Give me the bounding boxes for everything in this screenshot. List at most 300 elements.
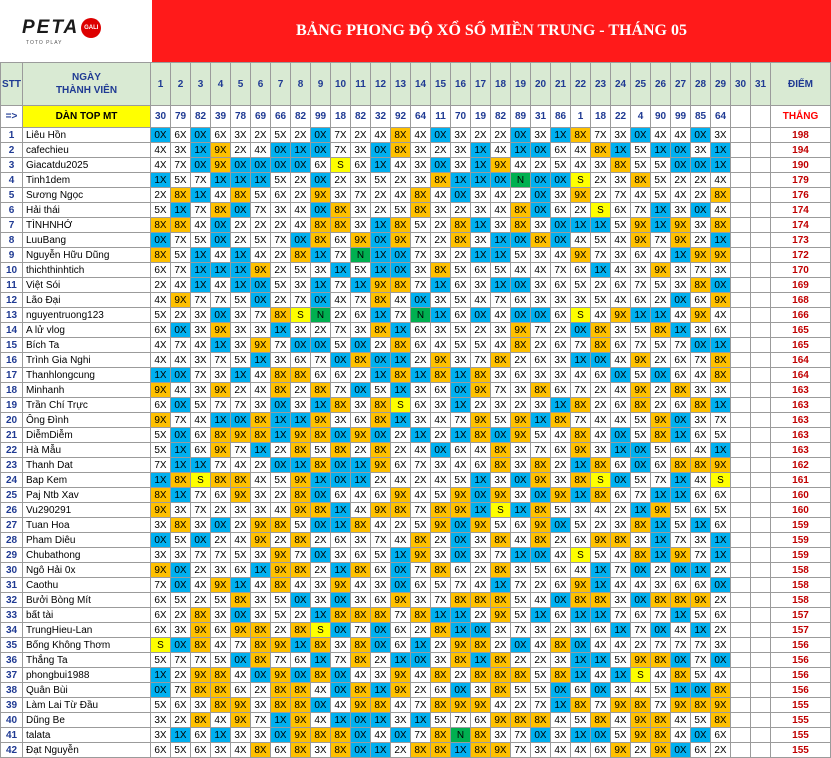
result-cell: 6X xyxy=(571,263,591,278)
column-header-day: 24 xyxy=(611,63,631,106)
result-cell: 8X xyxy=(491,443,511,458)
result-cell: 3X xyxy=(251,323,271,338)
result-cell: 7X xyxy=(171,263,191,278)
result-cell: 1X xyxy=(651,533,671,548)
result-cell: 8X xyxy=(211,698,231,713)
result-cell: 3X xyxy=(311,743,331,758)
member-points: 158 xyxy=(771,563,831,578)
result-cell: 2X xyxy=(491,638,511,653)
result-cell: 3X xyxy=(231,503,251,518)
top-number: 69 xyxy=(251,106,271,128)
result-cell: 6X xyxy=(311,368,331,383)
result-cell: 0X xyxy=(671,143,691,158)
top-number: 82 xyxy=(491,106,511,128)
result-cell: 4X xyxy=(411,488,431,503)
table-row xyxy=(1,158,831,173)
result-cell: 1X xyxy=(471,143,491,158)
result-cell: 2X xyxy=(311,563,331,578)
result-cell: 6X xyxy=(451,278,471,293)
result-cell: 0X xyxy=(171,578,191,593)
result-cell: 0X xyxy=(211,218,231,233)
result-cell: 4X xyxy=(691,473,711,488)
result-cell: 3X xyxy=(191,323,211,338)
result-cell: 9X xyxy=(671,548,691,563)
result-cell: 2X xyxy=(591,398,611,413)
column-header-day: 25 xyxy=(631,63,651,106)
top-number: 32 xyxy=(371,106,391,128)
result-cell: 6X xyxy=(411,338,431,353)
row-number: 20 xyxy=(1,413,23,428)
result-cell: 8X xyxy=(411,743,431,758)
result-cell: 8X xyxy=(531,383,551,398)
result-cell: 3X xyxy=(631,263,651,278)
member-name: Giacatdu2025 xyxy=(23,158,151,173)
row-number: 22 xyxy=(1,443,23,458)
result-cell: 2X xyxy=(651,563,671,578)
result-cell: 1X xyxy=(191,458,211,473)
result-cell: 1X xyxy=(391,653,411,668)
result-cell: 2X xyxy=(291,188,311,203)
result-cell: 8X xyxy=(391,338,411,353)
result-cell: 0X xyxy=(591,683,611,698)
result-cell: 0X xyxy=(311,173,331,188)
result-cell: 9X xyxy=(231,488,251,503)
result-cell: 7X xyxy=(231,443,251,458)
result-cell xyxy=(731,668,751,683)
result-cell: 7X xyxy=(191,203,211,218)
result-cell xyxy=(731,368,751,383)
result-cell: 6X xyxy=(351,413,371,428)
result-cell: 3X xyxy=(691,413,711,428)
result-cell: 6X xyxy=(631,248,651,263)
result-cell: 3X xyxy=(511,563,531,578)
result-cell: 1X xyxy=(371,713,391,728)
result-cell: 9X xyxy=(691,308,711,323)
table-row xyxy=(1,368,831,383)
column-header-day: 5 xyxy=(231,63,251,106)
result-cell: 3X xyxy=(351,533,371,548)
result-cell: 2X xyxy=(271,218,291,233)
result-cell: 1X xyxy=(651,143,671,158)
result-cell xyxy=(751,383,771,398)
result-cell: 4X xyxy=(431,338,451,353)
result-cell: 1X xyxy=(471,248,491,263)
result-cell: 0X xyxy=(691,128,711,143)
header-row xyxy=(1,63,831,106)
top-number: 18 xyxy=(331,106,351,128)
result-cell: 6X xyxy=(451,308,471,323)
result-cell: 2X xyxy=(251,683,271,698)
result-cell: 0X xyxy=(311,698,331,713)
row-number: 14 xyxy=(1,323,23,338)
result-cell: 4X xyxy=(371,518,391,533)
result-cell: 7X xyxy=(651,608,671,623)
result-cell xyxy=(731,248,751,263)
result-cell: 0X xyxy=(391,563,411,578)
result-cell: 1X xyxy=(211,413,231,428)
result-cell: 4X xyxy=(191,338,211,353)
member-name: Hải thái xyxy=(23,203,151,218)
result-cell: 3X xyxy=(551,728,571,743)
result-cell: 5X xyxy=(331,338,351,353)
column-header-day: 18 xyxy=(491,63,511,106)
result-cell: 5X xyxy=(511,608,531,623)
result-cell: 9X xyxy=(151,503,171,518)
result-cell: 5X xyxy=(451,323,471,338)
result-cell: 3X xyxy=(151,728,171,743)
result-cell: 4X xyxy=(551,248,571,263)
member-points: 156 xyxy=(771,683,831,698)
result-cell: 8X xyxy=(571,593,591,608)
member-name: LuuBang xyxy=(23,233,151,248)
result-cell: 7X xyxy=(411,698,431,713)
result-cell: 4X xyxy=(231,668,251,683)
result-cell: 6X xyxy=(271,188,291,203)
result-cell xyxy=(751,473,771,488)
result-cell: 0X xyxy=(371,623,391,638)
result-cell: 5X xyxy=(251,233,271,248)
result-cell: 6X xyxy=(231,683,251,698)
row-number: 42 xyxy=(1,743,23,758)
result-cell: 0X xyxy=(351,728,371,743)
result-cell: 8X xyxy=(571,398,591,413)
result-cell: 8X xyxy=(411,203,431,218)
result-cell: 0X xyxy=(631,443,651,458)
result-cell: 2X xyxy=(471,563,491,578)
result-cell: 3X xyxy=(491,368,511,383)
result-cell: 1X xyxy=(471,158,491,173)
result-cell: 3X xyxy=(551,353,571,368)
result-cell: 3X xyxy=(551,188,571,203)
result-cell: 0X xyxy=(651,623,671,638)
top-number xyxy=(751,106,771,128)
result-cell: 1X xyxy=(451,398,471,413)
result-cell: 4X xyxy=(571,233,591,248)
result-cell: 3X xyxy=(511,488,531,503)
result-cell: 8X xyxy=(631,518,651,533)
result-cell xyxy=(751,203,771,218)
result-cell: 1X xyxy=(651,203,671,218)
result-cell: 7X xyxy=(531,698,551,713)
result-cell: 8X xyxy=(431,263,451,278)
result-cell: 2X xyxy=(171,668,191,683)
result-cell: 0X xyxy=(251,158,271,173)
result-cell: 3X xyxy=(431,248,451,263)
column-header-member: NGÀY THÀNH VIÊN xyxy=(23,63,151,106)
result-cell: 5X xyxy=(471,338,491,353)
result-cell: 3X xyxy=(491,473,511,488)
column-header-day: 9 xyxy=(311,63,331,106)
result-cell: 6X xyxy=(331,488,351,503)
result-cell: 4X xyxy=(491,143,511,158)
result-cell: 3X xyxy=(151,548,171,563)
result-cell: 0X xyxy=(231,653,251,668)
result-cell: 8X xyxy=(271,698,291,713)
result-cell: 5X xyxy=(631,323,651,338)
top-number: 82 xyxy=(191,106,211,128)
result-cell: 6X xyxy=(211,128,231,143)
result-cell: 7X xyxy=(211,548,231,563)
result-cell: 0X xyxy=(391,263,411,278)
table-row xyxy=(1,563,831,578)
result-cell: 8X xyxy=(431,368,451,383)
result-cell: 7X xyxy=(211,353,231,368)
result-cell: 9X xyxy=(631,218,651,233)
result-cell: 5X xyxy=(271,608,291,623)
table-row xyxy=(1,413,831,428)
result-cell: 8X xyxy=(291,368,311,383)
result-cell: 9X xyxy=(631,383,651,398)
result-cell: 1X xyxy=(311,608,331,623)
result-cell: 8X xyxy=(471,428,491,443)
result-cell: 9X xyxy=(211,323,231,338)
result-cell: 3X xyxy=(711,638,731,653)
result-cell: 1X xyxy=(171,458,191,473)
result-cell: 8X xyxy=(591,338,611,353)
result-cell: 3X xyxy=(411,383,431,398)
result-cell: 5X xyxy=(651,173,671,188)
result-cell: 9X xyxy=(251,518,271,533)
result-cell: 9X xyxy=(391,668,411,683)
result-cell: 9X xyxy=(371,503,391,518)
result-cell: 9X xyxy=(511,413,531,428)
result-cell: 4X xyxy=(431,413,451,428)
result-cell: 4X xyxy=(611,383,631,398)
result-cell: 8X xyxy=(491,683,511,698)
result-cell: 5X xyxy=(491,518,511,533)
result-cell: 8X xyxy=(311,668,331,683)
member-points: 198 xyxy=(771,128,831,143)
result-cell: 6X xyxy=(431,683,451,698)
result-cell: 1X xyxy=(471,653,491,668)
result-cell: 0X xyxy=(531,143,551,158)
result-cell: 1X xyxy=(611,668,631,683)
result-cell: 8X xyxy=(451,233,471,248)
result-cell: 8X xyxy=(171,218,191,233)
result-cell: 4X xyxy=(591,503,611,518)
result-cell: 7X xyxy=(691,263,711,278)
result-cell: 3X xyxy=(211,743,231,758)
result-cell: 3X xyxy=(171,623,191,638)
result-cell: 1X xyxy=(571,353,591,368)
result-cell: 1X xyxy=(451,428,471,443)
result-cell xyxy=(751,338,771,353)
result-cell: 8X xyxy=(351,653,371,668)
result-cell: 1X xyxy=(191,248,211,263)
result-cell: 8X xyxy=(391,128,411,143)
result-cell: 3X xyxy=(611,323,631,338)
result-cell: 5X xyxy=(591,233,611,248)
result-cell: 4X xyxy=(391,293,411,308)
result-cell: 7X xyxy=(331,383,351,398)
result-cell: 1X xyxy=(291,413,311,428)
result-cell: 3X xyxy=(371,578,391,593)
result-cell: 1X xyxy=(491,248,511,263)
result-cell: 7X xyxy=(671,338,691,353)
result-cell: 0X xyxy=(451,683,471,698)
result-cell: 9X xyxy=(471,413,491,428)
result-cell: 9X xyxy=(451,638,471,653)
result-cell: 9X xyxy=(491,608,511,623)
result-cell: 6X xyxy=(551,338,571,353)
member-name: Lão Đại xyxy=(23,293,151,308)
result-cell: 8X xyxy=(511,713,531,728)
result-cell: 0X xyxy=(351,383,371,398)
result-cell: 3X xyxy=(251,698,271,713)
result-cell: 6X xyxy=(171,128,191,143)
member-points: 172 xyxy=(771,248,831,263)
result-cell: 5X xyxy=(411,518,431,533)
result-cell: 3X xyxy=(251,593,271,608)
result-cell: 8X xyxy=(451,653,471,668)
result-cell: 9X xyxy=(411,548,431,563)
result-cell: 2X xyxy=(211,503,231,518)
result-cell: 7X xyxy=(411,563,431,578)
result-cell: 2X xyxy=(311,323,331,338)
result-cell: 7X xyxy=(391,308,411,323)
result-cell: 4X xyxy=(331,293,351,308)
result-cell: 7X xyxy=(191,368,211,383)
member-points: 156 xyxy=(771,668,831,683)
result-cell: 6X xyxy=(151,608,171,623)
result-cell xyxy=(751,578,771,593)
result-cell: 3X xyxy=(411,593,431,608)
result-cell: 4X xyxy=(671,128,691,143)
result-cell: 3X xyxy=(431,323,451,338)
result-cell: 2X xyxy=(211,533,231,548)
result-cell: 0X xyxy=(551,683,571,698)
result-cell: S xyxy=(571,173,591,188)
result-cell: 0X xyxy=(531,188,551,203)
result-cell: 1X xyxy=(511,548,531,563)
result-cell: 2X xyxy=(631,743,651,758)
result-cell: 2X xyxy=(551,623,571,638)
result-cell: 8X xyxy=(431,743,451,758)
member-name: Đạt Nguyễn xyxy=(23,743,151,758)
result-cell: 1X xyxy=(571,218,591,233)
result-cell: 3X xyxy=(211,368,231,383)
result-cell: 3X xyxy=(691,383,711,398)
result-cell xyxy=(731,548,751,563)
result-cell: 4X xyxy=(631,578,651,593)
result-cell: 3X xyxy=(611,128,631,143)
result-cell: 1X xyxy=(171,488,191,503)
row-number: 11 xyxy=(1,278,23,293)
result-cell: 9X xyxy=(651,413,671,428)
result-cell: 8X xyxy=(271,368,291,383)
result-cell: 1X xyxy=(371,743,391,758)
member-name: Thanhlongcung xyxy=(23,368,151,383)
result-cell: 1X xyxy=(371,158,391,173)
result-cell: 6X xyxy=(551,383,571,398)
result-cell: 4X xyxy=(431,473,451,488)
result-cell: 1X xyxy=(691,563,711,578)
result-cell: 8X xyxy=(211,683,231,698)
result-cell xyxy=(731,278,751,293)
result-cell: 0X xyxy=(211,518,231,533)
result-cell: 7X xyxy=(491,293,511,308)
result-cell: 1X xyxy=(151,473,171,488)
row-number: 34 xyxy=(1,623,23,638)
result-cell: S xyxy=(571,548,591,563)
result-cell: 3X xyxy=(531,248,551,263)
result-cell: 2X xyxy=(371,338,391,353)
result-cell: 2X xyxy=(491,128,511,143)
result-cell: 9X xyxy=(351,428,371,443)
result-cell: 3X xyxy=(491,398,511,413)
result-cell: 1X xyxy=(331,263,351,278)
result-cell: 2X xyxy=(311,533,331,548)
result-cell: 2X xyxy=(231,518,251,533)
result-cell: S xyxy=(331,158,351,173)
result-cell: 0X xyxy=(391,728,411,743)
result-cell: 2X xyxy=(451,668,471,683)
row-number: 29 xyxy=(1,548,23,563)
result-cell: 1X xyxy=(591,263,611,278)
result-cell: 7X xyxy=(711,413,731,428)
result-cell: 6X xyxy=(271,743,291,758)
result-cell: 1X xyxy=(331,563,351,578)
result-cell: 8X xyxy=(631,698,651,713)
result-cell: 8X xyxy=(711,188,731,203)
result-cell: 2X xyxy=(291,173,311,188)
result-cell: S xyxy=(491,503,511,518)
result-cell: 8X xyxy=(291,443,311,458)
result-cell: 1X xyxy=(611,143,631,158)
result-cell: 3X xyxy=(511,458,531,473)
result-cell: 2X xyxy=(711,743,731,758)
result-cell: 9X xyxy=(391,233,411,248)
result-cell: 2X xyxy=(151,188,171,203)
member-points: 174 xyxy=(771,218,831,233)
result-cell: 1X xyxy=(571,608,591,623)
result-cell: 5X xyxy=(531,428,551,443)
result-cell: 8X xyxy=(491,668,511,683)
result-cell: 8X xyxy=(311,218,331,233)
result-cell: 7X xyxy=(651,698,671,713)
result-cell: 6X xyxy=(551,563,571,578)
result-cell: 2X xyxy=(291,128,311,143)
result-cell: 4X xyxy=(151,143,171,158)
result-cell: 3X xyxy=(651,578,671,593)
result-cell: 7X xyxy=(231,638,251,653)
result-cell: 5X xyxy=(631,368,651,383)
result-cell: 5X xyxy=(411,218,431,233)
result-cell: 3X xyxy=(431,203,451,218)
result-cell: 1X xyxy=(711,443,731,458)
result-cell: 8X xyxy=(711,368,731,383)
result-cell: 2X xyxy=(431,143,451,158)
table-row xyxy=(1,338,831,353)
result-cell: 1X xyxy=(591,653,611,668)
result-cell: 4X xyxy=(391,533,411,548)
member-name: A lử vlog xyxy=(23,323,151,338)
result-cell: 2X xyxy=(391,443,411,458)
result-cell: 1X xyxy=(591,578,611,593)
top-number: 70 xyxy=(451,106,471,128)
result-cell: 9X xyxy=(171,293,191,308)
result-cell: 2X xyxy=(231,143,251,158)
result-cell: 1X xyxy=(651,488,671,503)
result-cell: 0X xyxy=(331,353,351,368)
result-cell: 2X xyxy=(331,308,351,323)
result-cell: 0X xyxy=(671,653,691,668)
result-cell: 8X xyxy=(311,383,331,398)
result-cell: 3X xyxy=(231,308,251,323)
result-cell: 5X xyxy=(651,158,671,173)
result-cell: 9X xyxy=(691,593,711,608)
table-row xyxy=(1,383,831,398)
